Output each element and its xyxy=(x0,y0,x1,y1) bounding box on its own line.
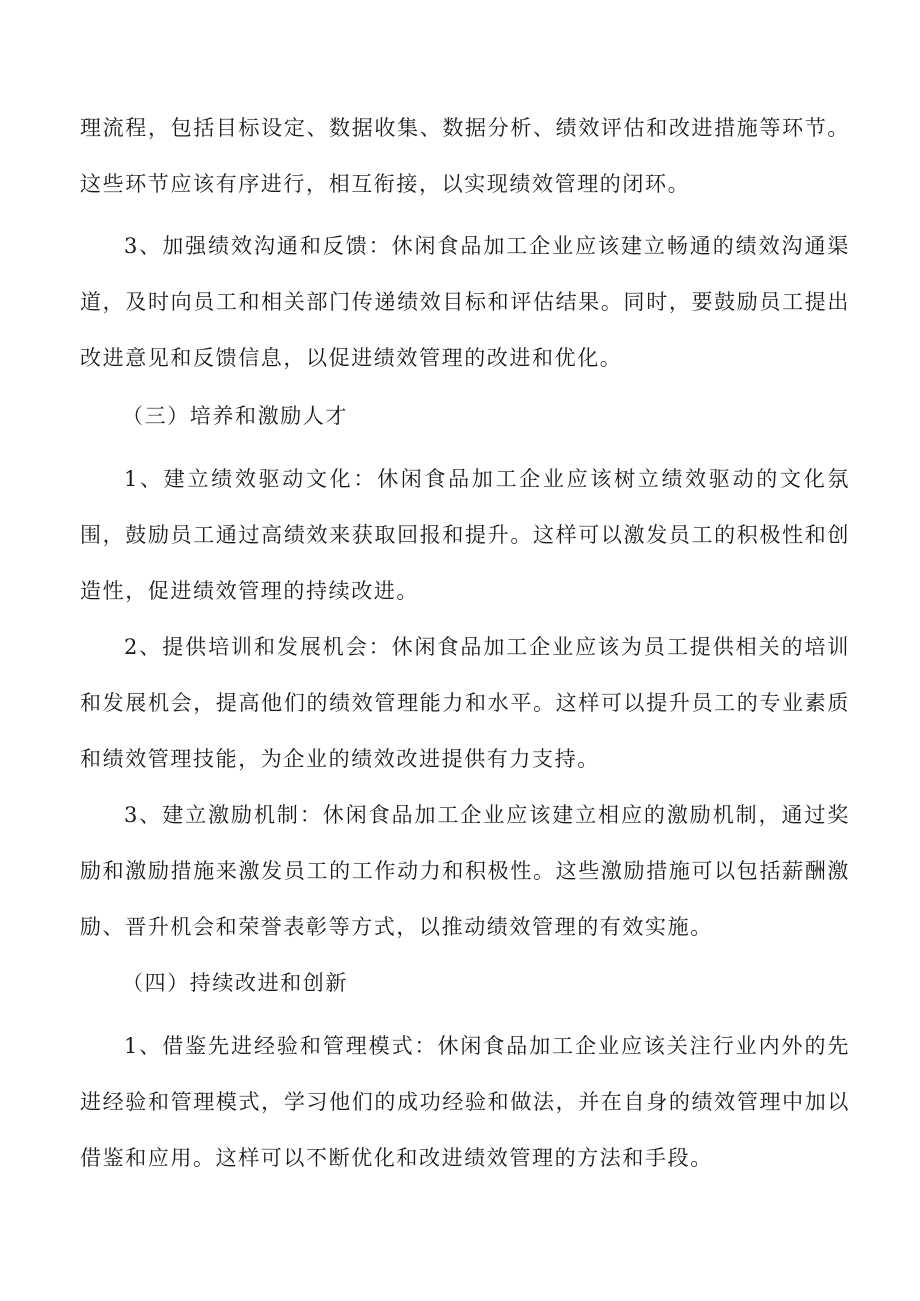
paragraph-best-practices: 1、借鉴先进经验和管理模式：休闲食品加工企业应该关注行业内外的先进经验和管理模式，学习他们的成功经验和做法，并在自身的绩效管理中加以借鉴和应用。这样可以不断优化和改进绩效管理的方法和手段。 xyxy=(80,1034,850,1170)
paragraph-incentive-mechanism: 3、建立激励机制：休闲食品加工企业应该建立相应的激励机制，通过奖励和激励措施来激发员工的工作动力和积极性。这些激励措施可以包括薪酬激励、晋升机会和荣誉表彰等方式，以推动绩效管理的有效实施。 xyxy=(80,803,850,939)
section-heading-improvement: （四）持续改进和创新 xyxy=(122,971,348,995)
paragraph-performance-culture: 1、建立绩效驱动文化：休闲食品加工企业应该树立绩效驱动的文化氛围，鼓励员工通过高绩效来获取回报和提升。这样可以激发员工的积极性和创造性，促进绩效管理的持续改进。 xyxy=(80,467,850,603)
paragraph-training: 2、提供培训和发展机会：休闲食品加工企业应该为员工提供相关的培训和发展机会，提高他们的绩效管理能力和水平。这样可以提升员工的专业素质和绩效管理技能，为企业的绩效改进提供有力支持。 xyxy=(80,635,850,771)
paragraph-continuation: 理流程，包括目标设定、数据收集、数据分析、绩效评估和改进措施等环节。这些环节应该有序进行，相互衔接，以实现绩效管理的闭环。 xyxy=(80,116,850,196)
section-heading-talent: （三）培养和激励人才 xyxy=(122,404,348,428)
paragraph-performance-communication: 3、加强绩效沟通和反馈：休闲食品加工企业应该建立畅通的绩效沟通渠道，及时向员工和相关部门传递绩效目标和评估结果。同时，要鼓励员工提出改进意见和反馈信息，以促进绩效管理的改进和优化。 xyxy=(80,234,850,370)
